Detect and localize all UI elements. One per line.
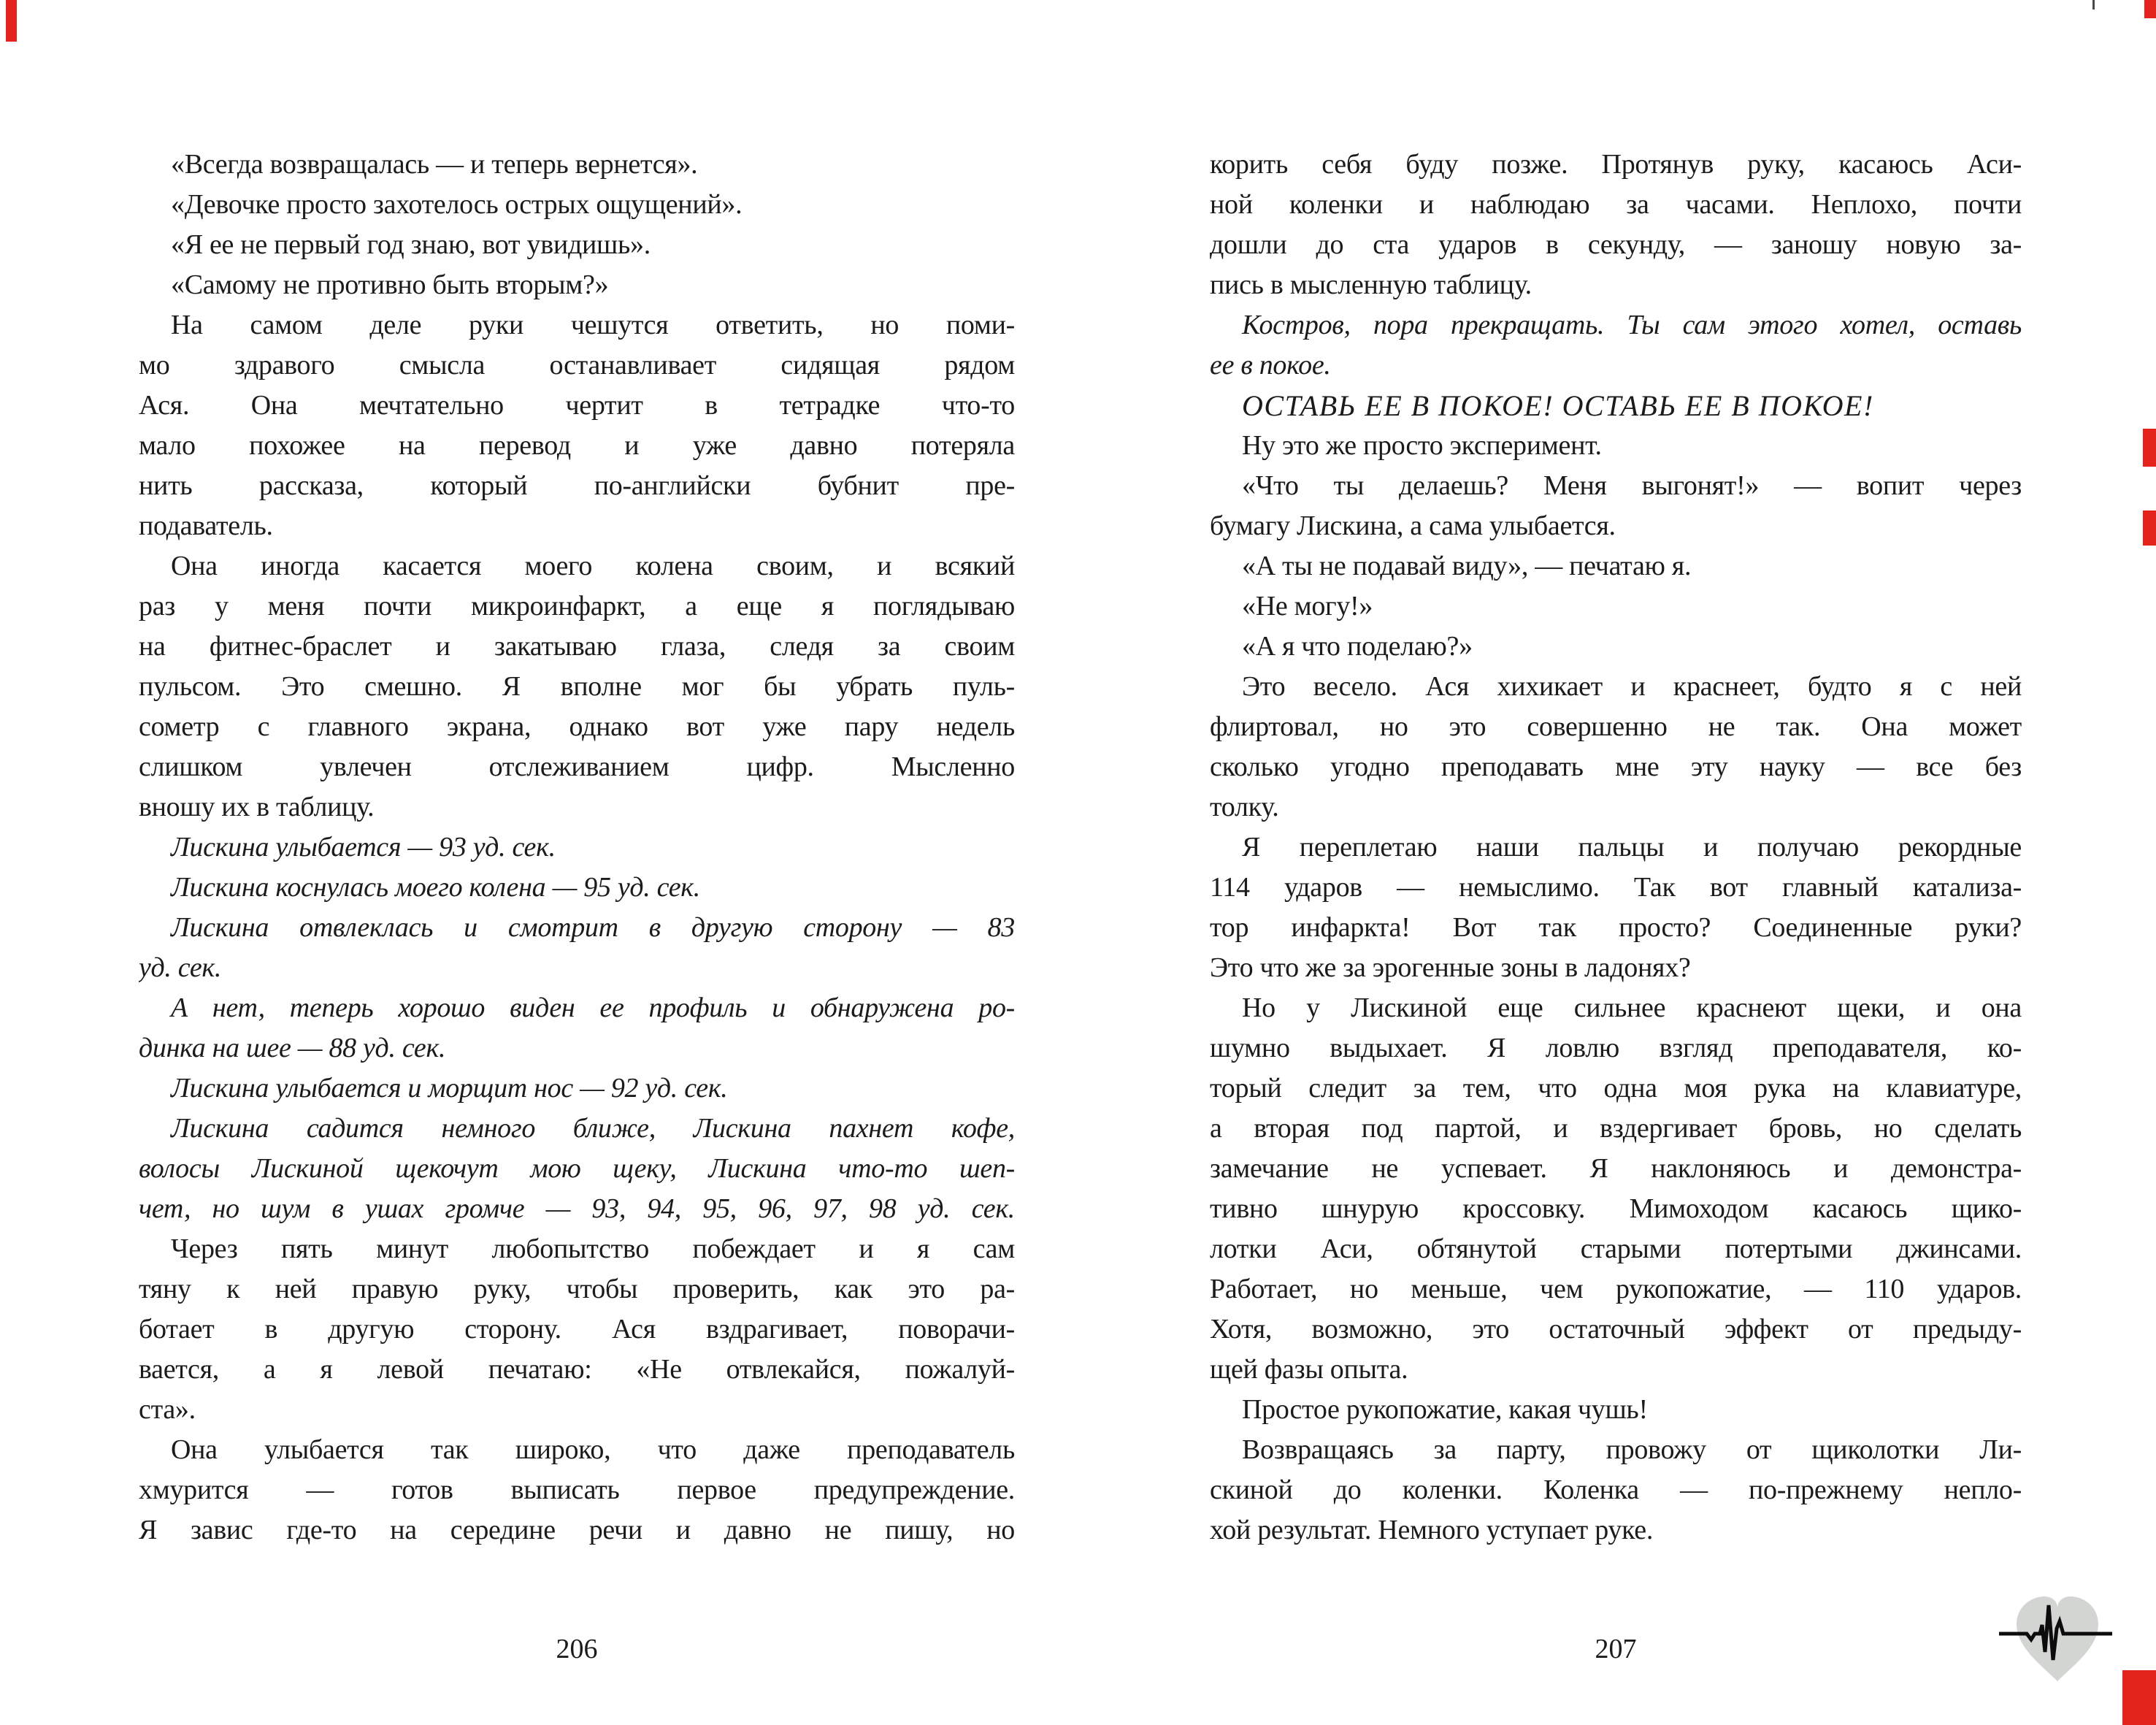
edge-color-mark (2143, 429, 2156, 467)
text-line: «Что ты делаешь? Меня выгонят!» — вопит через (1242, 470, 2022, 501)
text-line: ной коленки и наблюдаю за часами. Неплохо, почти (1210, 189, 2022, 220)
text-line: щей фазы опыта. (1210, 1354, 1408, 1385)
text-line: «Всегда возвращалась — и теперь вернется». (171, 149, 698, 180)
text-line: ботает в другую сторону. Ася вздрагивает, поворачи- (139, 1314, 1015, 1345)
text-line: Простое рукопожатие, какая чушь! (1242, 1394, 1648, 1425)
text-line: ОСТАВЬ ЕЕ В ПОКОЕ! ОСТАВЬ ЕЕ В ПОКОЕ! (1242, 389, 1874, 422)
text-line: замечание не успевает. Я наклоняюсь и демонстра- (1210, 1153, 2022, 1184)
text-line: хой результат. Немного уступает руке. (1210, 1515, 1654, 1545)
text-line: Работает, но меньше, чем рукопожатие, — 110 ударов. (1210, 1274, 2022, 1304)
edge-color-mark (2092, 0, 2095, 9)
text-line: Костров, пора прекращать. Ты сам этого хотел, оставь (1242, 310, 2022, 340)
text-line: нить рассказа, который по-английски бубнит пре- (139, 470, 1015, 501)
text-line: корить себя буду позже. Протянув руку, касаюсь Аси- (1210, 149, 2022, 180)
text-line: «Самому не противно быть вторым?» (171, 269, 609, 300)
page-right-text (1210, 145, 2022, 1550)
text-line: раз у меня почти микроинфаркт, а еще я поглядываю (139, 591, 1015, 621)
text-line: флиртовал, но это совершенно не так. Она может (1210, 711, 2022, 742)
text-line: ее в покое. (1210, 350, 1331, 380)
edge-color-mark (2143, 510, 2156, 546)
text-line: торый следит за тем, что одна моя рука на клавиатуре, (1210, 1073, 2022, 1104)
text-line: динка на шее — 88 уд. сек. (139, 1033, 446, 1063)
text-line: «А ты не подавай виду», — печатаю я. (1242, 551, 1692, 581)
text-line: подаватель. (139, 510, 273, 541)
text-line: вается, а я левой печатаю: «Не отвлекайся, пожалуй- (139, 1354, 1015, 1385)
text-line: Лискина садится немного ближе, Лискина пахнет кофе, (171, 1113, 1015, 1144)
heart-pulse-icon (1999, 1585, 2116, 1702)
text-line: хмурится — готов выписать первое предупреждение. (139, 1475, 1015, 1505)
page-number-left: 206 (556, 1634, 598, 1664)
text-line: тивно шнурую кроссовку. Мимоходом касаюсь щико- (1210, 1193, 2022, 1224)
text-line: Я завис где-то на середине речи и давно не пишу, но (139, 1515, 1015, 1545)
text-line: уд. сек. (139, 952, 222, 983)
text-line: слишком увлечен отслеживанием цифр. Мысленно (139, 751, 1015, 782)
page-left-text (139, 145, 1015, 1550)
text-line: 114 ударов — немыслимо. Так вот главный катализа- (1210, 872, 2022, 903)
text-line: Лискина улыбается и морщит нос — 92 уд. сек. (171, 1073, 728, 1104)
text-line: «Не могу!» (1242, 591, 1373, 621)
text-line: бумагу Лискина, а сама улыбается. (1210, 510, 1616, 541)
text-line: Она улыбается так широко, что даже преподаватель (171, 1434, 1015, 1465)
text-line: дошли до ста ударов в секунду, — заношу новую за- (1210, 229, 2022, 260)
text-line: Хотя, возможно, это остаточный эффект от предыду- (1210, 1314, 2022, 1345)
text-line: Это весело. Ася хихикает и краснеет, будто я с ней (1242, 671, 2022, 702)
text-line: На самом деле руки чешутся ответить, но поми- (171, 310, 1015, 340)
text-line: тяну к ней правую руку, чтобы проверить, как это ра- (139, 1274, 1015, 1304)
edge-color-mark (2122, 1670, 2156, 1725)
text-line: ста». (139, 1394, 196, 1425)
text-line: мо здравого смысла останавливает сидящая рядом (139, 350, 1015, 380)
text-line: пульсом. Это смешно. Я вполне мог бы убрать пуль- (139, 671, 1015, 702)
text-line: Я переплетаю наши пальцы и получаю рекордные (1242, 832, 2022, 862)
text-line: Лискина улыбается — 93 уд. сек. (171, 832, 556, 862)
text-line: «Я ее не первый год знаю, вот увидишь». (171, 229, 651, 260)
text-line: сометр с главного экрана, однако вот уже пару недель (139, 711, 1015, 742)
text-line: Через пять минут любопытство побеждает и я сам (171, 1233, 1015, 1264)
text-line: «Девочке просто захотелось острых ощущений». (171, 189, 743, 220)
text-line: волосы Лискиной щекочут мою щеку, Лискина что-то шеп- (139, 1153, 1015, 1184)
text-line: шумно выдыхает. Я ловлю взгляд преподавателя, ко- (1210, 1033, 2022, 1063)
text-line: тор инфаркта! Вот так просто? Соединенные руки? (1210, 912, 2022, 943)
text-line: Лискина отвлеклась и смотрит в другую сторону — 83 (171, 912, 1015, 943)
page-number-right: 207 (1595, 1634, 1637, 1664)
text-line: скиной до коленки. Коленка — по-прежнему непло- (1210, 1475, 2022, 1505)
text-line: пись в мысленную таблицу. (1210, 269, 1532, 300)
text-line: на фитнес-браслет и закатываю глаза, следя за своим (139, 631, 1015, 662)
text-line: «А я что поделаю?» (1242, 631, 1473, 662)
text-line: Это что же за эрогенные зоны в ладонях? (1210, 952, 1691, 983)
edge-color-mark (2144, 0, 2156, 18)
text-line: Ася. Она мечтательно чертит в тетрадке что-то (139, 390, 1015, 421)
edge-color-mark (6, 0, 17, 42)
text-line: Ну это же просто эксперимент. (1242, 430, 1602, 461)
text-line: лотки Аси, обтянутой старыми потертыми джинсами. (1210, 1233, 2022, 1264)
text-line: Но у Лискиной еще сильнее краснеют щеки, и она (1242, 992, 2022, 1023)
text-line: А нет, теперь хорошо виден ее профиль и обнаружена ро- (171, 992, 1015, 1023)
text-line: Лискина коснулась моего колена — 95 уд. сек. (171, 872, 700, 903)
text-line: а вторая под партой, и вздергивает бровь, но сделать (1210, 1113, 2022, 1144)
text-line: толку. (1210, 792, 1279, 822)
text-line: чет, но шум в ушах громче — 93, 94, 95, 96, 97, 98 уд. сек. (139, 1193, 1015, 1224)
text-line: мало похожее на перевод и уже давно потеряла (139, 430, 1015, 461)
text-line: Возвращаясь за парту, провожу от щиколотки Ли- (1242, 1434, 2022, 1465)
text-line: сколько угодно преподавать мне эту науку — все без (1210, 751, 2022, 782)
text-line: Она иногда касается моего колена своим, и всякий (171, 551, 1015, 581)
text-line: вношу их в таблицу. (139, 792, 375, 822)
